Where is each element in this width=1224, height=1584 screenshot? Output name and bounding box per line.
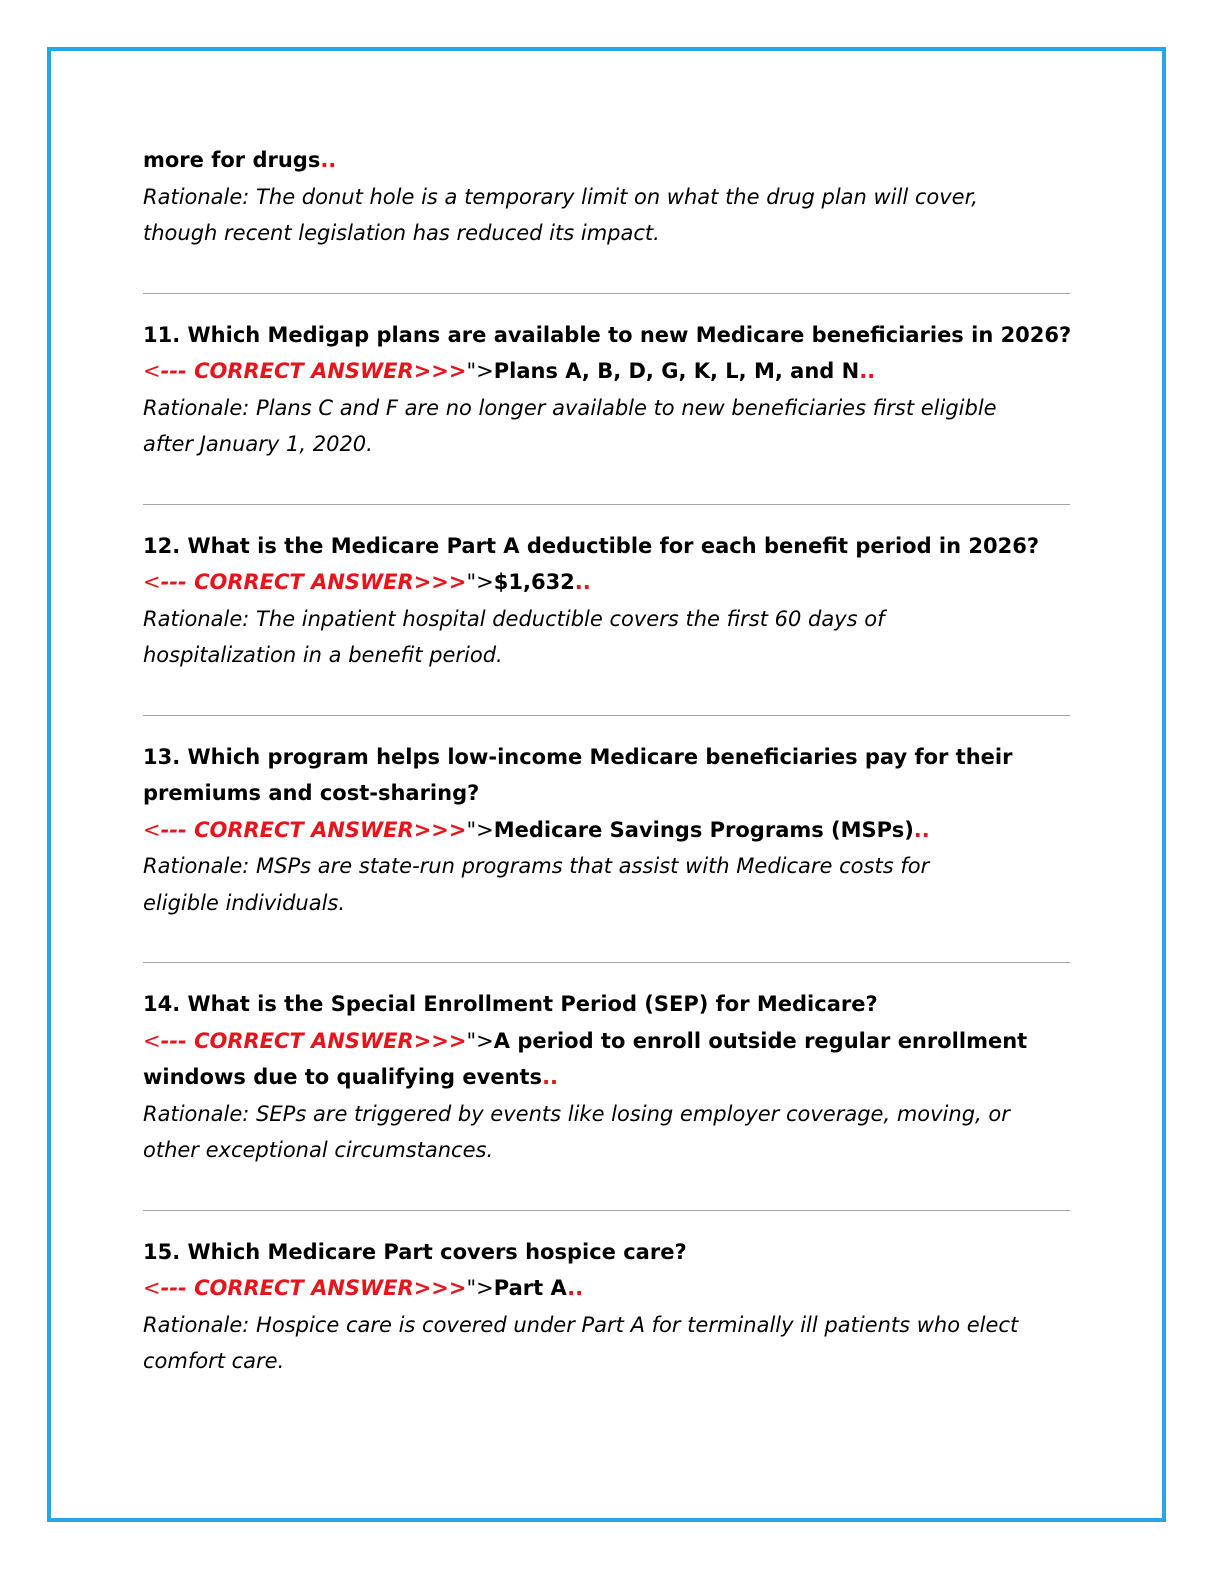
answer-dots: .. <box>913 817 930 842</box>
question-block-15 <box>143 1234 1073 1380</box>
answer-line: <--- CORRECT ANSWER>>>">$1,632.. <box>143 570 591 594</box>
intro-block <box>143 142 1073 252</box>
rationale-text: Rationale: SEPs are triggered by events like losing employer coverage, moving, or other exceptional circumstances. <box>143 1101 1010 1162</box>
answer-dots: .. <box>574 570 591 594</box>
question-text: 11. Which Medigap plans are available to new Medicare beneficiaries in 2026? <box>143 322 1072 347</box>
rationale-text: Rationale: Hospice care is covered under Part A for terminally ill patients who elect comfort care. <box>143 1312 1019 1373</box>
answer-dots: .. <box>567 1276 584 1300</box>
correct-answer-marker: --- CORRECT ANSWER>>> <box>160 1276 467 1300</box>
correct-answer-marker: --- CORRECT ANSWER>>> <box>160 817 467 842</box>
question-block-11 <box>143 317 1073 463</box>
question-text: 13. Which program helps low-income Medicare beneficiaries pay for their <box>143 744 1013 769</box>
correct-answer-marker: --- CORRECT ANSWER>>> <box>160 1028 467 1053</box>
intro-rationale: Rationale: The donut hole is a temporary limit on what the drug plan will cover, though recent legislation has reduced its impact. <box>143 184 978 245</box>
question-block-14 <box>143 986 1073 1169</box>
correct-answer-marker: --- CORRECT ANSWER>>> <box>160 359 467 383</box>
answer-line: <--- CORRECT ANSWER>>>">Medicare Savings Programs (MSPs).. <box>143 817 930 842</box>
answer-line-cont: windows due to qualifying events.. <box>143 1065 559 1089</box>
answer-line: <--- CORRECT ANSWER>>>">A period to enroll outside regular enrollment <box>143 1028 1028 1053</box>
question-text-cont: premiums and cost-sharing? <box>143 781 480 805</box>
answer-dots: .. <box>320 148 337 172</box>
intro-answer: more for drugs.. <box>143 148 337 172</box>
answer-line: <--- CORRECT ANSWER>>>">Part A.. <box>143 1276 584 1300</box>
rationale-text: Rationale: The inpatient hospital deductible covers the first 60 days of hospitalization in a benefit period. <box>143 606 885 667</box>
question-text: 14. What is the Special Enrollment Period (SEP) for Medicare? <box>143 992 878 1016</box>
question-text: 15. Which Medicare Part covers hospice care? <box>143 1239 687 1264</box>
question-block-13 <box>143 739 1073 922</box>
correct-answer-marker: --- CORRECT ANSWER>>> <box>160 570 467 594</box>
answer-line: <--- CORRECT ANSWER>>>">Plans A, B, D, G, K, L, M, and N.. <box>143 359 876 383</box>
question-text: 12. What is the Medicare Part A deductible for each benefit period in 2026? <box>143 533 1040 558</box>
rationale-text: Rationale: Plans C and F are no longer available to new beneficiaries first eligible after January 1, 2020. <box>143 395 997 456</box>
rationale-text: Rationale: MSPs are state-run programs that assist with Medicare costs for eligible individuals. <box>143 854 930 915</box>
document-content <box>143 142 1073 1380</box>
question-block-12 <box>143 528 1073 674</box>
answer-dots: .. <box>542 1065 559 1089</box>
answer-dots: .. <box>859 359 876 383</box>
